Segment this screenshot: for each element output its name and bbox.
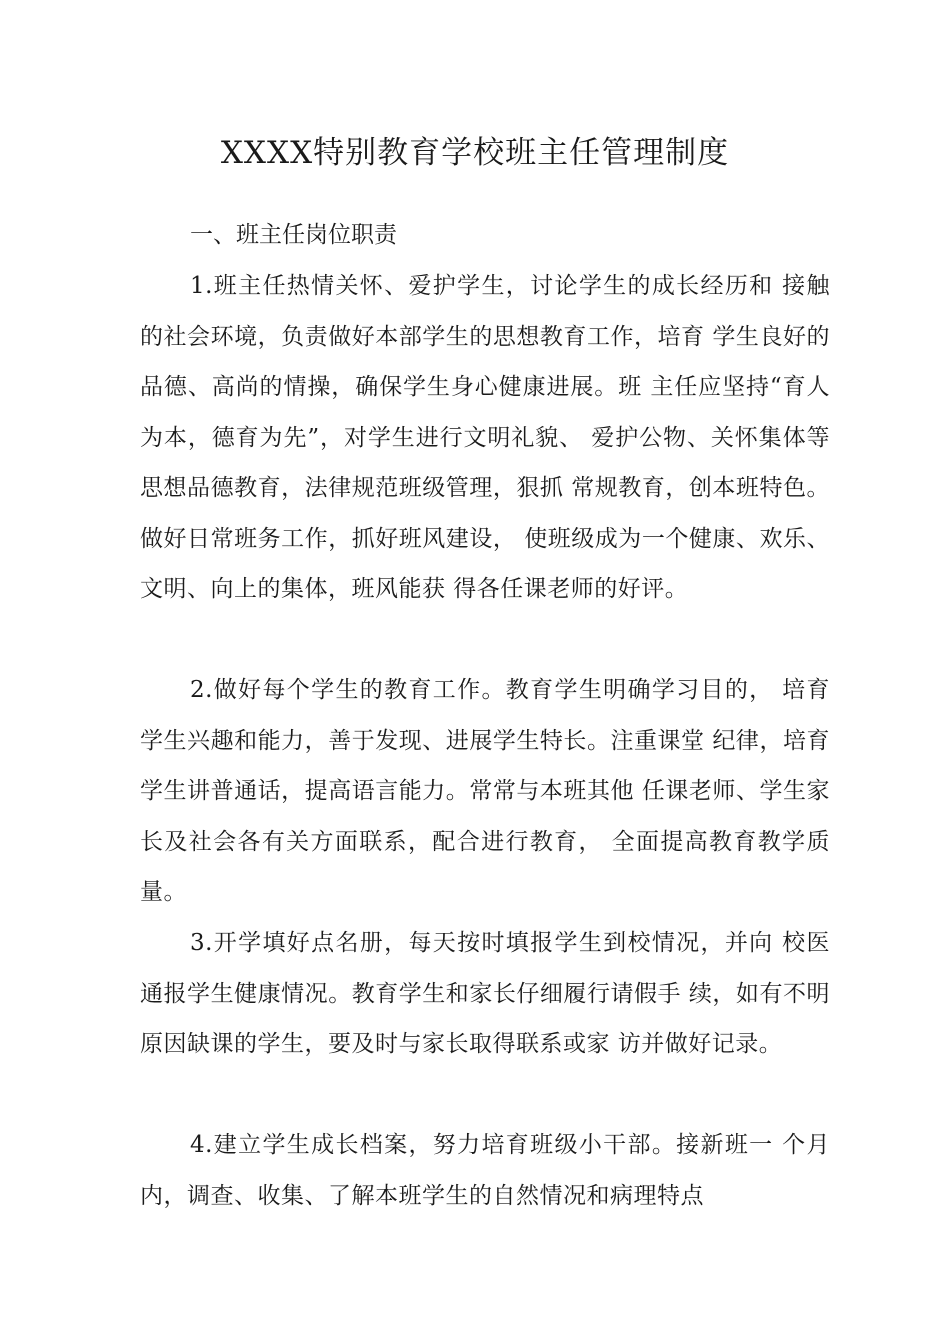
- paragraph-1: 1.班主任热情关怀、爱护学生，讨论学生的成长经历和 接触的社会环境，负责做好本部学生的思想教育工作，培育 学生良好的品德、高尚的情操，确保学生身心健康进展。班 主任应坚持“育人为本，德育为先”，对学生进行文明礼貌、 爱护公物、关怀集体等思想品德教育，法律规范班级管理，狠抓 常规教育，创本班特色。做好日常班务工作，抓好班风建设， 使班级成为一个健康、欢乐、文明、向上的集体，班风能获 得各任课老师的好评。: [140, 273, 830, 602]
- paragraph-3: 3.开学填好点名册，每天按时填报学生到校情况，并向 校医通报学生健康情况。教育学生和家长仔细履行请假手 续，如有不明原因缺课的学生，要及时与家长取得联系或家 访并做好记录。: [140, 930, 830, 1057]
- section-heading: 一、班主任岗位职责: [190, 222, 397, 248]
- document-title: XXXX特别教育学校班主任管理制度: [220, 135, 730, 171]
- paragraph-4: 4.建立学生成长档案，努力培育班级小干部。接新班一 个月内，调查、收集、了解本班学生的自然情况和病理特点: [140, 1132, 830, 1209]
- paragraph-2: 2.做好每个学生的教育工作。教育学生明确学习目的， 培育学生兴趣和能力，善于发现、进展学生特长。注重课堂 纪律，培育学生讲普通话，提高语言能力。常常与本班其他 任课老师、学生家长及社会各有关方面联系，配合进行教育， 全面提高教育教学质量。: [140, 677, 830, 905]
